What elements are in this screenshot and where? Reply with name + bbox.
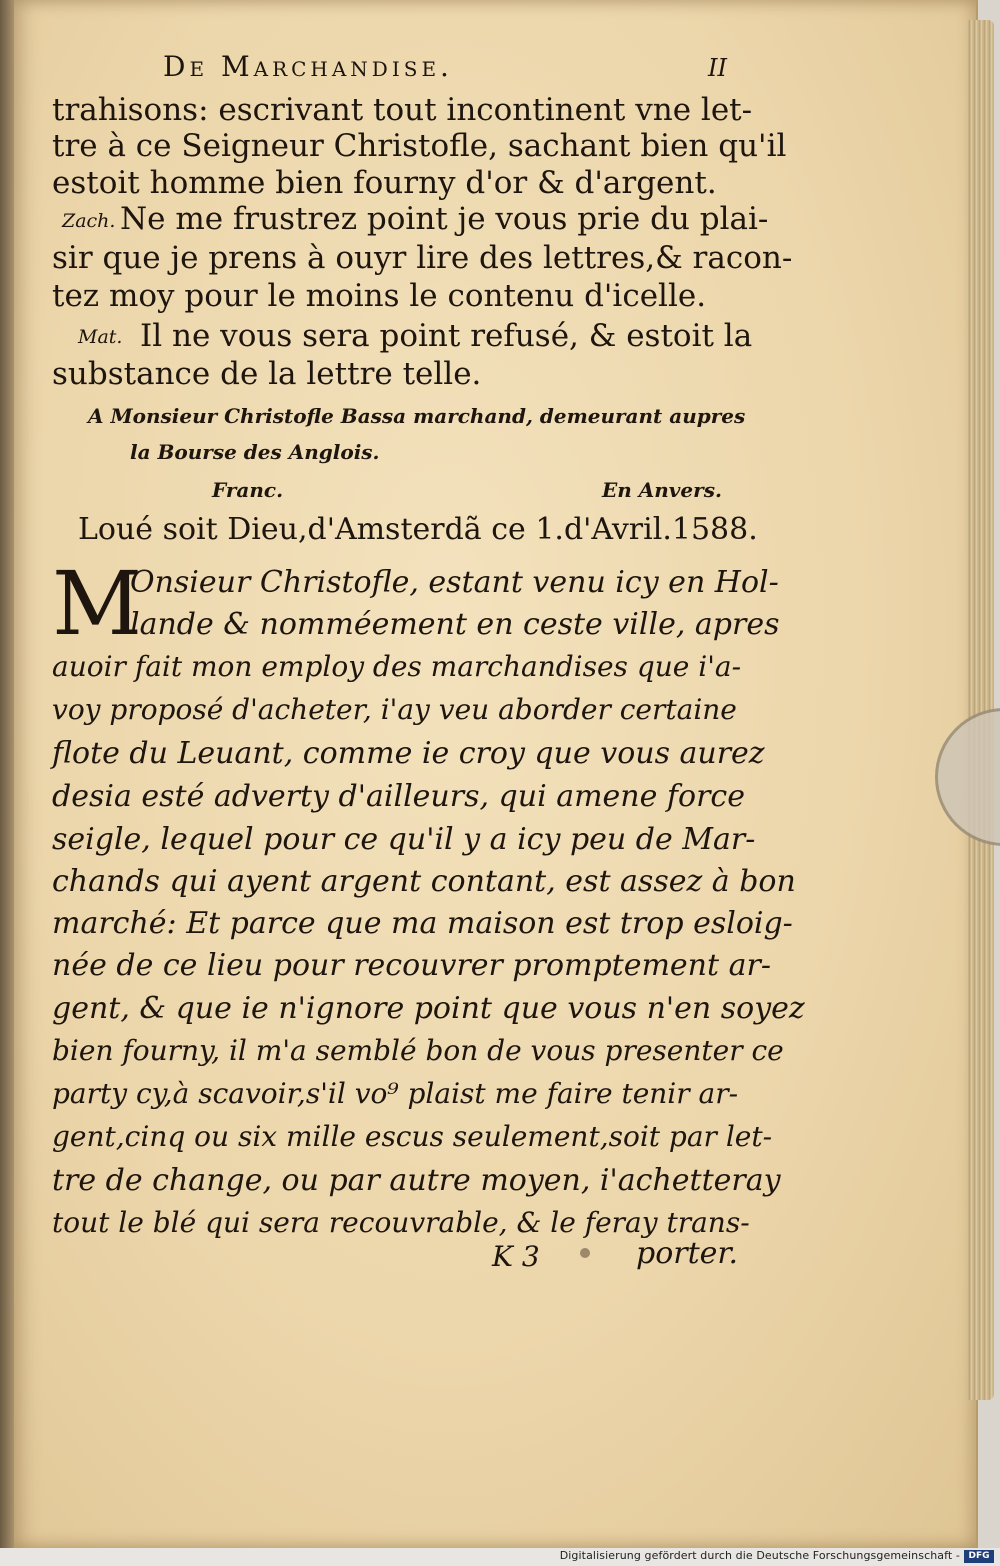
signature-mark: K 3	[492, 1240, 540, 1273]
letter-line: party cy,à scavoir,s'il vo⁹ plaist me faire tenir ar-	[52, 1077, 739, 1110]
letter-line: gent,cinq ou six mille escus seulement,soit par let-	[52, 1120, 773, 1153]
letter-line: née de ce lieu pour recouvrer promptement ar-	[52, 948, 771, 983]
speaker-label: Mat.	[78, 326, 123, 348]
letter-line: voy proposé d'acheter, i'ay veu aborder certaine	[52, 693, 737, 726]
letter-address: A Monsieur Christofle Bassa marchand, demeurant aupres	[88, 404, 746, 428]
text-line: substance de la lettre telle.	[52, 356, 482, 392]
text-line: Ne me frustrez point je vous prie du plai-	[120, 201, 769, 237]
running-title: De Marchandise.	[163, 50, 453, 83]
letter-line: bien fourny, il m'a semblé bon de vous presenter ce	[52, 1034, 784, 1067]
text-line: Il ne vous sera point refusé, & estoit la	[140, 318, 753, 354]
letter-line: Onsieur Christofle, estant venu icy en Hol-	[130, 565, 779, 600]
text-line: estoit homme bien fourny d'or & d'argent.	[52, 165, 717, 201]
letter-address: la Bourse des Anglois.	[130, 440, 380, 464]
letter-line: tre de change, ou par autre moyen, i'achetteray	[52, 1163, 781, 1198]
letter-line: tout le blé qui sera recouvrable, & le feray trans-	[52, 1206, 750, 1239]
dfg-logo: DFG	[964, 1550, 994, 1563]
text-line: sir que je prens à ouyr lire des lettres,& racon-	[52, 240, 793, 276]
folio-number: II	[708, 54, 727, 82]
speaker-label: Zach.	[62, 210, 116, 232]
letter-line: lande & nomméement en ceste ville, apres	[130, 607, 780, 642]
dateline: Loué soit Dieu,d'Amsterdã ce 1.d'Avril.1588.	[78, 512, 758, 547]
letter-line: gent, & que ie n'ignore point que vous n'en soyez	[52, 991, 805, 1026]
letter-line: auoir fait mon employ des marchandises que i'a-	[52, 650, 742, 683]
address-city: Franc.	[212, 478, 284, 502]
letter-line: seigle, lequel pour ce qu'il y a icy peu de Mar-	[52, 822, 756, 857]
text-line: tez moy pour le moins le contenu d'icelle.	[52, 278, 707, 314]
address-city: En Anvers.	[602, 478, 722, 502]
letter-line: chands qui ayent argent contant, est assez à bon	[52, 864, 796, 899]
ink-mark	[580, 1248, 590, 1258]
text-line: trahisons: escrivant tout incontinent vne let-	[52, 92, 753, 128]
letter-line: marché: Et parce que ma maison est trop esloig-	[52, 906, 793, 941]
catchword: porter.	[636, 1236, 738, 1271]
letter-line: desia esté adverty d'ailleurs, qui amene force	[52, 779, 745, 814]
text-line: tre à ce Seigneur Christofle, sachant bien qu'il	[52, 128, 787, 164]
digitization-credit: Digitalisierung gefördert durch die Deutsche Forschungsgemeinschaft -	[559, 1549, 960, 1562]
drop-cap: M	[52, 552, 143, 655]
letter-line: flote du Leuant, comme ie croy que vous aurez	[52, 736, 765, 771]
